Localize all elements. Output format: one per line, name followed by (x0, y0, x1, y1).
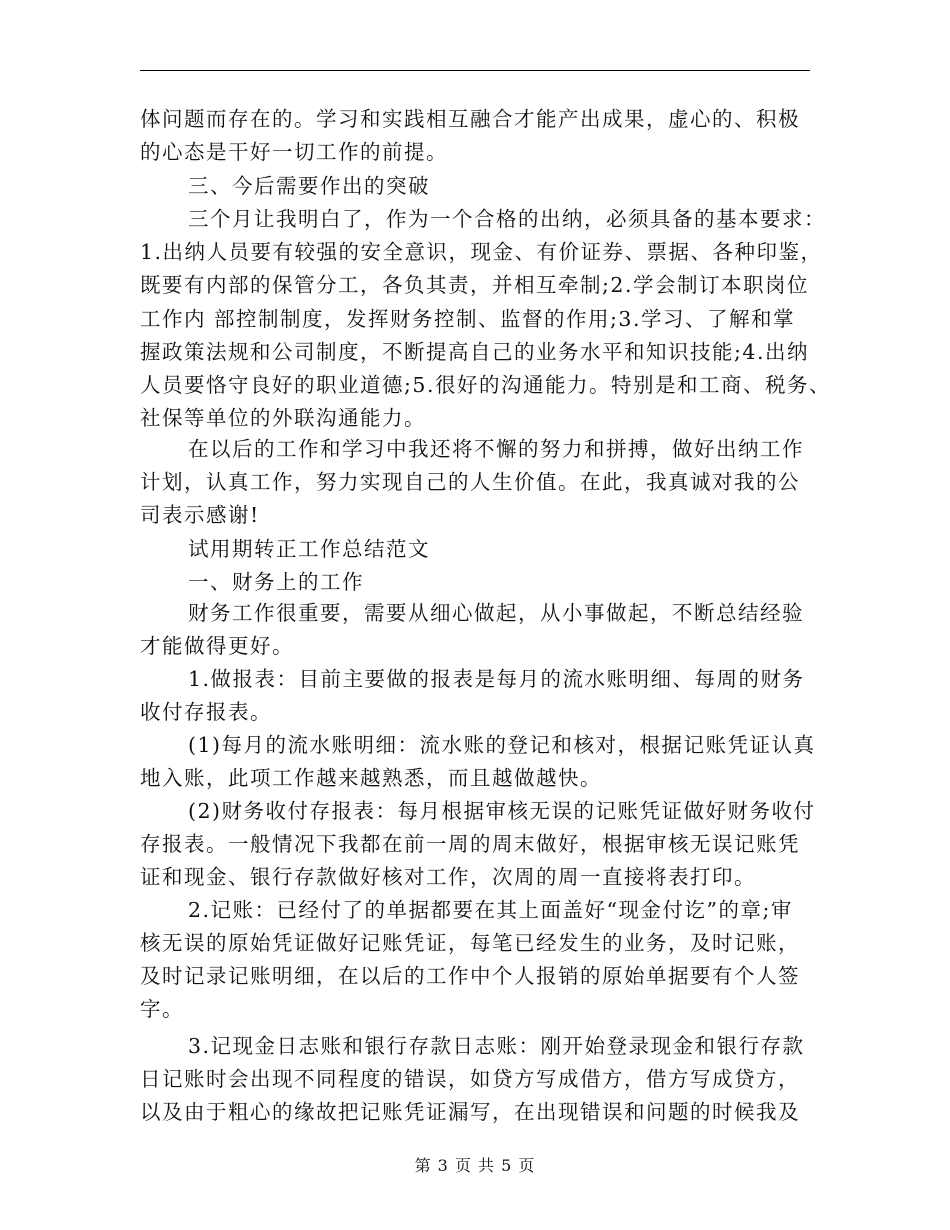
text-line: 的心态是干好一切工作的前提。 (140, 140, 448, 164)
text-line: 财务工作很重要，需要从细心做起，从小事做起，不断总结经验 (188, 601, 804, 625)
text-line: 核无误的原始凭证做好记账凭证，每笔已经发生的业务，及时记账， (140, 931, 800, 955)
text-line: 在以后的工作和学习中我还将不懈的努力和拼搏，做好出纳工作 (188, 437, 804, 461)
text-line: 字。 (140, 997, 184, 1021)
page-footer: 第 3 页 共 5 页 (414, 1156, 536, 1175)
text-line: 既要有内部的保管分工，各负其责，并相互牵制;2.学会制订本职岗位 (140, 273, 809, 297)
text-line: 1.出纳人员要有较强的安全意识，现金、有价证券、票据、各种印鉴， (140, 240, 823, 264)
document-title: 试用期转正工作总结范文 (188, 537, 430, 561)
text-line: 体问题而存在的。学习和实践相互融合才能产出成果，虚心的、积极 (140, 107, 800, 131)
section-heading: 三、今后需要作出的突破 (188, 174, 430, 198)
text-line: 司表示感谢! (140, 503, 260, 527)
text-line: 存报表。一般情况下我都在前一周的周末做好，根据审核无误记账凭 (140, 832, 800, 856)
text-line: 3.记现金日志账和银行存款日志账：刚开始登录现金和银行存款 (188, 1034, 805, 1058)
text-line: 1.做报表：目前主要做的报表是每月的流水账明细、每周的财务 (188, 667, 805, 691)
text-line: 证和现金、银行存款做好核对工作，次周的周一直接将表打印。 (140, 865, 756, 889)
text-line: 及时记录记账明细，在以后的工作中个人报销的原始单据要有个人签 (140, 964, 800, 988)
text-line: 才能做得更好。 (140, 634, 294, 658)
text-line: 人员要恪守良好的职业道德;5.很好的沟通能力。特别是和工商、税务、 (140, 373, 831, 397)
text-line: 地入账，此项工作越来越熟悉，而且越做越快。 (140, 766, 602, 790)
text-line: 2.记账：已经付了的单据都要在其上面盖好“现金付讫”的章;审 (188, 898, 793, 922)
header-rule (140, 70, 810, 71)
text-line: 以及由于粗心的缘故把记账凭证漏写，在出现错误和问题的时候我及 (140, 1100, 800, 1124)
text-line: 收付存报表。 (140, 700, 272, 724)
text-line: 工作内 部控制制度，发挥财务控制、监督的作用;3.学习、了解和掌 (140, 307, 795, 331)
text-line: (1)每月的流水账明细：流水账的登记和核对，根据记账凭证认真 (188, 733, 816, 757)
text-line: 社保等单位的外联沟通能力。 (140, 406, 426, 430)
section-heading: 一、财务上的工作 (188, 570, 364, 594)
text-line: 握政策法规和公司制度，不断提高自己的业务水平和知识技能;4.出纳 (140, 340, 809, 364)
text-line: 计划，认真工作，努力实现自己的人生价值。在此，我真诚对我的公 (140, 470, 800, 494)
text-line: (2)财务收付存报表：每月根据审核无误的记账凭证做好财务收付 (188, 799, 816, 823)
text-line: 三个月让我明白了，作为一个合格的出纳，必须具备的基本要求： (188, 207, 826, 231)
text-line: 日记账时会出现不同程度的错误，如贷方写成借方，借方写成贷方， (140, 1067, 800, 1091)
